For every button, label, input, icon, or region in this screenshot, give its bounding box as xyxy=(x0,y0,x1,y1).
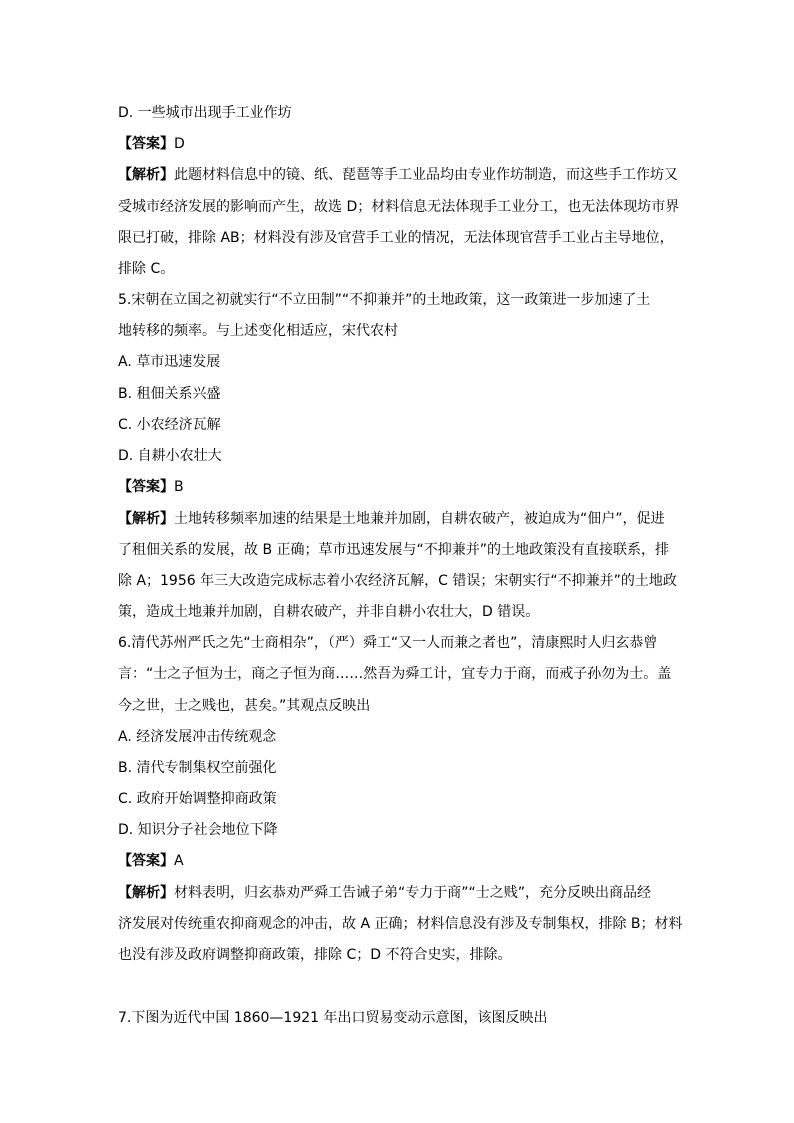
answer-value: B xyxy=(174,479,184,495)
q5-stem-line-1: 5.宋朝在立国之初就实行“不立田制”“不抑兼并”的土地政策，这一政策进一步加速了土 xyxy=(118,292,651,308)
q6-analysis-line-3: 也没有涉及政府调整抑商政策，排除 C；D 不符合史实，排除。 xyxy=(118,947,512,963)
q4-option-d: D. 一些城市出现手工业作坊 xyxy=(118,105,292,121)
q7-stem: 7.下图为近代中国 1860—1921 年出口贸易变动示意图，该图反映出 xyxy=(118,1010,548,1026)
q5-option-b: B. 租佃关系兴盛 xyxy=(118,386,221,402)
q4-analysis-line-1 xyxy=(118,165,678,185)
analysis-label: 【解析】 xyxy=(118,511,174,527)
analysis-label: 【解析】 xyxy=(118,167,174,183)
q6-stem-line-1: 6.清代苏州严氏之先“士商相杂”，（严）舜工“又一人而兼之者也”，清康熙时人归玄恭曾 xyxy=(118,635,658,651)
q5-analysis-line-4: 策，造成土地兼并加剧，自耕农破产，并非自耕小农壮大，D 错误。 xyxy=(118,604,540,620)
answer-label: 【答案】 xyxy=(118,479,174,495)
q6-stem-line-3: 今之世，士之贱也，甚矣。”其观点反映出 xyxy=(118,698,371,714)
q5-analysis-line-2: 了租佃关系的发展，故 B 正确；草市迅速发展与“不抑兼并”的土地政策没有直接联系，排 xyxy=(118,542,670,558)
q5-option-a: A. 草市迅速发展 xyxy=(118,354,221,370)
q5-analysis-line-3: 除 A；1956 年三大改造完成标志着小农经济瓦解，C 错误；宋朝实行“不抑兼并”的土地政 xyxy=(118,573,677,589)
q5-answer xyxy=(118,477,184,497)
q6-option-d: D. 知识分子社会地位下降 xyxy=(118,822,278,838)
q5-analysis-line-1 xyxy=(118,509,665,529)
answer-label: 【答案】 xyxy=(118,136,174,152)
q5-option-c: C. 小农经济瓦解 xyxy=(118,417,221,433)
q6-option-c: C. 政府开始调整抑商政策 xyxy=(118,791,277,807)
answer-label: 【答案】 xyxy=(118,853,174,869)
analysis-label: 【解析】 xyxy=(118,885,174,901)
q6-option-a: A. 经济发展冲击传统观念 xyxy=(118,729,277,745)
analysis-text: 材料表明，归玄恭劝严舜工告诫子弟“专力于商”“士之贱”，充分反映出商品经 xyxy=(174,885,652,901)
analysis-text: 此题材料信息中的镜、纸、琵琶等手工业品均由专业作坊制造，而这些手工作坊又 xyxy=(174,167,678,183)
analysis-text: 土地转移频率加速的结果是土地兼并加剧，自耕农破产，被迫成为“佃户”，促进 xyxy=(174,511,665,527)
q4-analysis-line-3: 限已打破，排除 AB；材料没有涉及官营手工业的情况，无法体现官营手工业占主导地位， xyxy=(118,230,674,246)
q6-analysis-line-2: 济发展对传统重农抑商观念的冲击，故 A 正确；材料信息没有涉及专制集权，排除 B；材料 xyxy=(118,916,683,932)
q4-analysis-line-2: 受城市经济发展的影响而产生，故选 D；材料信息无法体现手工业分工，也无法体现坊市界 xyxy=(118,199,680,215)
q5-stem-line-2: 地转移的频率。与上述变化相适应，宋代农村 xyxy=(118,323,398,339)
q4-analysis-line-4: 排除 C。 xyxy=(118,261,175,277)
q5-option-d: D. 自耕小农壮大 xyxy=(118,448,222,464)
q6-stem-line-2: 言：“士之子恒为士，商之子恒为商……然吾为舜工计，宜专力于商，而戒子孙勿为士。盖 xyxy=(118,666,672,682)
answer-value: D xyxy=(174,136,185,152)
q6-analysis-line-1 xyxy=(118,883,651,903)
q4-answer xyxy=(118,134,185,154)
answer-value: A xyxy=(174,853,184,869)
q6-option-b: B. 清代专制集权空前强化 xyxy=(118,760,277,776)
q6-answer xyxy=(118,851,184,871)
